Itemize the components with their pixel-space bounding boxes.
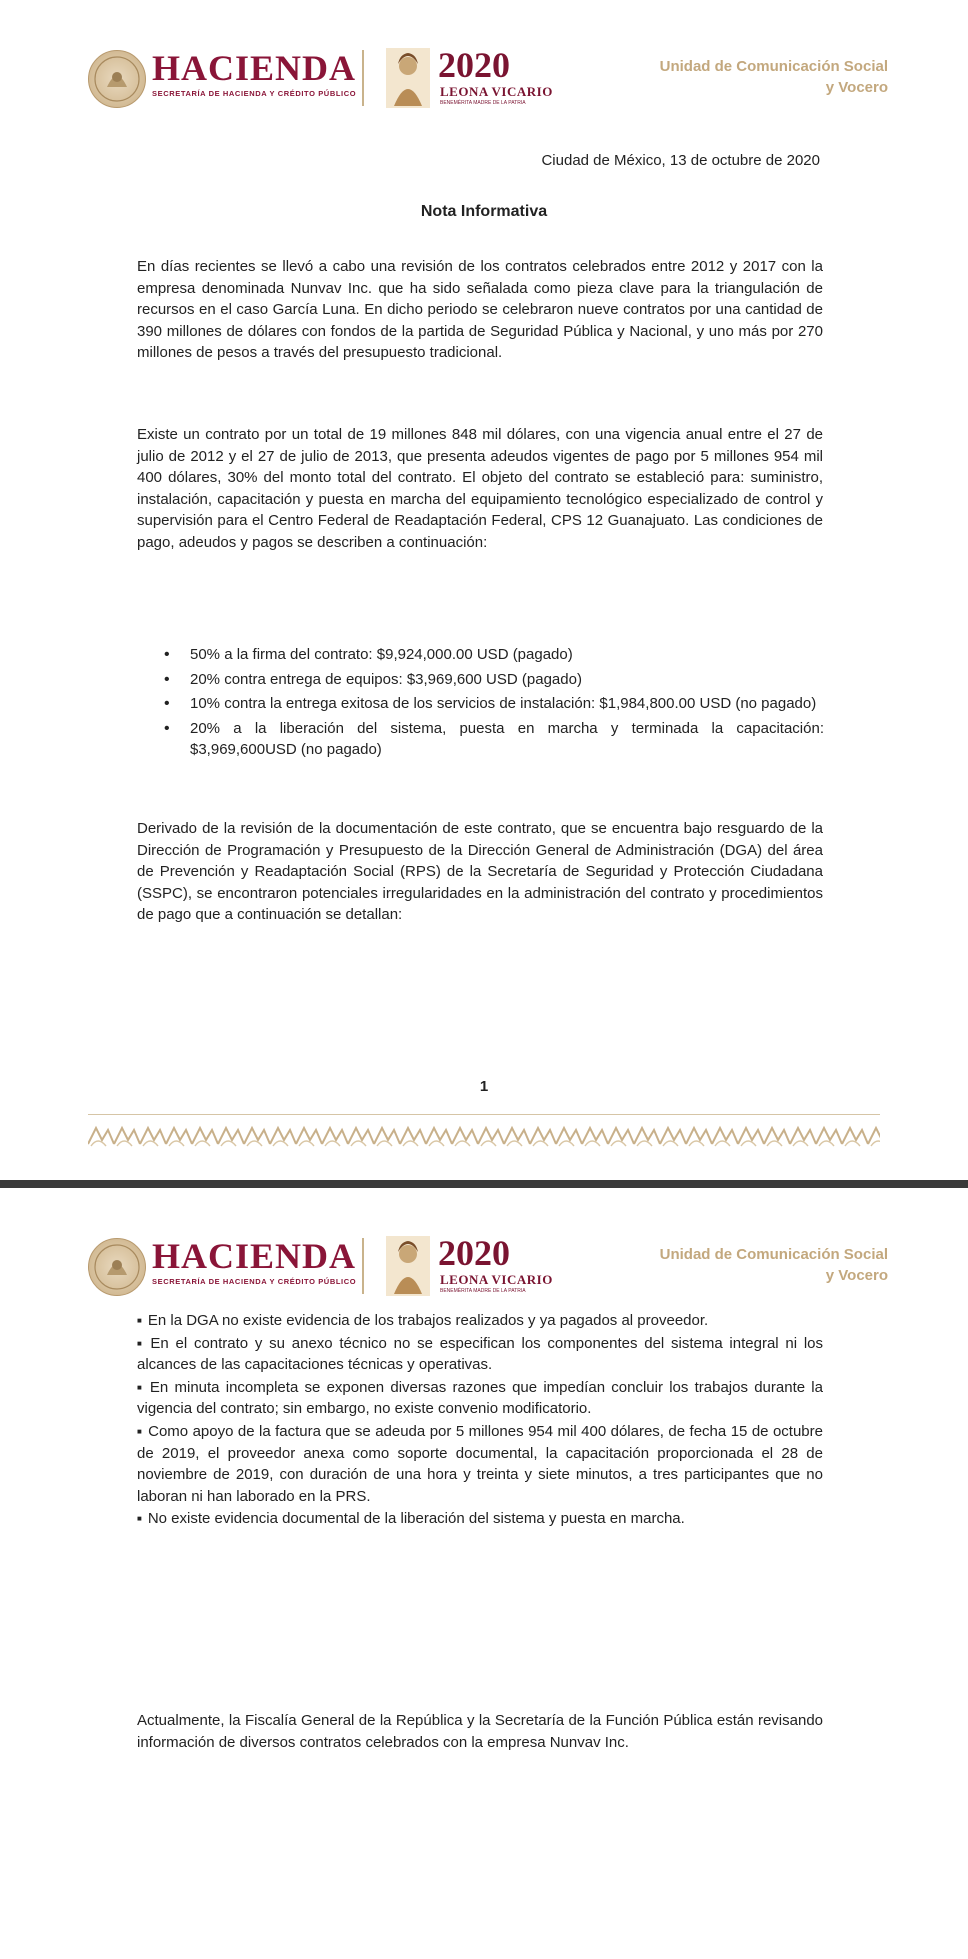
square-bullet-icon: ■ xyxy=(137,1316,142,1325)
leona-vicario-portrait-icon xyxy=(386,1236,430,1296)
list-item-text: Como apoyo de la factura que se adeuda por 5 millones 954 mil 400 dólares, de fecha 15 de octubre de 2019, el proveedor anexa como soporte documental, la capacitación proporcionada el 28 de noviembre de 2019, con duración de una hora y treinta y siete minutos, a tres participantes que no laboran ni han laborado en la PRS. xyxy=(137,1422,823,1505)
brand-title: HACIENDA xyxy=(152,1236,357,1276)
document-date: Ciudad de México, 13 de octubre de 2020 xyxy=(541,152,820,169)
list-item xyxy=(137,1508,823,1530)
decorative-border-icon xyxy=(88,1124,880,1148)
header-divider xyxy=(362,1238,364,1294)
list-item xyxy=(137,1377,823,1420)
brand-subtitle: SECRETARÍA DE HACIENDA Y CRÉDITO PÚBLICO xyxy=(152,89,357,98)
leona-vicario-sub: BENEMÉRITA MADRE DE LA PATRIA xyxy=(440,100,526,106)
year-2020: 2020 xyxy=(438,45,510,85)
square-bullet-icon: ■ xyxy=(137,1514,142,1524)
square-bullet-icon: ■ xyxy=(137,1426,143,1436)
unit-name xyxy=(660,1244,888,1286)
list-item-text: En la DGA no existe evidencia de los trabajos realizados y ya pagados al proveedor. xyxy=(147,1312,709,1329)
letterhead xyxy=(88,44,888,114)
payment-conditions-list xyxy=(164,644,824,764)
list-item xyxy=(137,1333,823,1376)
page-number: 1 xyxy=(479,1078,489,1095)
paragraph-2: Existe un contrato por un total de 19 millones 848 mil dólares, con una vigencia anual entre el 27 de julio de 2012 y el 27 de julio de 2013, que presenta adeudos vigentes de pago por 5 millones 954 mil 400 dólares, 30% del monto total del contrato. El objeto del contrato se estableció para: suministro, instalación, capacitación y puesta en marcha del equipamiento tecnológico especializado de control y supervisión para el Centro Federal de Readaptación Federal, CPS 12 Guanajuato. Las condiciones de pago, adeudos y pagos se describen a continuación: xyxy=(137,426,823,551)
header-divider xyxy=(362,50,364,106)
year-2020: 2020 xyxy=(438,1233,510,1273)
paragraph-1: En días recientes se llevó a cabo una revisión de los contratos celebrados entre 2012 y 2017 con la empresa denominada Nunvav Inc. que ha sido señalada como pieza clave para la triangulación de recursos en el caso García Luna. En dicho periodo se celebraron nueve contratos por una cantidad de 390 millones de dólares con fondos de la partida de Seguridad Pública y Nacional, y uno más por 270 millones de pesos a través del presupuesto tradicional. xyxy=(137,258,823,362)
list-item: • 20% a la liberación del sistema, puesta en marcha y terminada la capacitación: $3,969,600USD (no pagado) xyxy=(164,718,824,761)
list-item xyxy=(137,1310,823,1332)
list-item: • 20% contra entrega de equipos: $3,969,600 USD (pagado) xyxy=(164,669,824,691)
square-bullet-icon: ■ xyxy=(137,1338,145,1348)
leona-vicario-sub: BENEMÉRITA MADRE DE LA PATRIA xyxy=(440,1288,526,1294)
footer-rule xyxy=(88,1114,880,1115)
list-item: • 50% a la firma del contrato: $9,924,000.00 USD (pagado) xyxy=(164,644,824,666)
page-separator xyxy=(0,1180,968,1188)
leona-vicario-label: LEONA VICARIO xyxy=(440,1272,553,1287)
national-seal-icon xyxy=(88,50,146,108)
list-item: • 10% contra la entrega exitosa de los servicios de instalación: $1,984,800.00 USD (no pagado) xyxy=(164,693,824,715)
closing-paragraph: Actualmente, la Fiscalía General de la República y la Secretaría de la Función Pública están revisando información de diversos contratos celebrados con la empresa Nunvav Inc. xyxy=(137,1712,823,1751)
list-item-text: En el contrato y su anexo técnico no se especifican los componentes del sistema integral ni los alcances de las capacitaciones técnicas y operativas. xyxy=(137,1334,823,1374)
brand-subtitle: SECRETARÍA DE HACIENDA Y CRÉDITO PÚBLICO xyxy=(152,1277,357,1286)
unit-line-1: Unidad de Comunicación Social xyxy=(659,58,888,75)
paragraph-3: Derivado de la revisión de la documentación de este contrato, que se encuentra bajo resguardo de la Dirección de Programación y Presupuesto de la Dirección General de Administración (DGA) del área de Prevención y Readaptación Social (RPS) de la Secretaría de Seguridad y Protección Ciudadana (SSPC), se encontraron potenciales irregularidades en la administración del contrato y procedimientos de pago que a continuación se detallan: xyxy=(137,820,823,924)
leona-vicario-portrait-icon xyxy=(386,48,430,108)
national-seal-icon xyxy=(88,1238,146,1296)
list-item-text: No existe evidencia documental de la liberación del sistema y puesta en marcha. xyxy=(147,1510,685,1528)
leona-vicario-label: LEONA VICARIO xyxy=(440,84,553,99)
hacienda-logo xyxy=(152,1236,356,1286)
unit-name xyxy=(660,56,888,98)
unit-line-1: Unidad de Comunicación Social xyxy=(659,1246,888,1263)
letterhead xyxy=(88,1232,888,1302)
document-title: Nota Informativa xyxy=(420,203,548,220)
list-item xyxy=(137,1421,823,1507)
unit-line-2: y Vocero xyxy=(825,79,888,96)
list-item-text: En minuta incompleta se exponen diversas razones que impedían concluir los trabajos durante la vigencia del contrato; sin embargo, no existe convenio modificatorio. xyxy=(137,1378,823,1418)
brand-title: HACIENDA xyxy=(152,48,357,88)
square-bullet-icon: ■ xyxy=(137,1382,144,1392)
hacienda-logo xyxy=(152,48,356,98)
document-page-2 xyxy=(0,1188,968,1959)
irregularities-list xyxy=(137,1310,823,1531)
unit-line-2: y Vocero xyxy=(825,1267,888,1284)
